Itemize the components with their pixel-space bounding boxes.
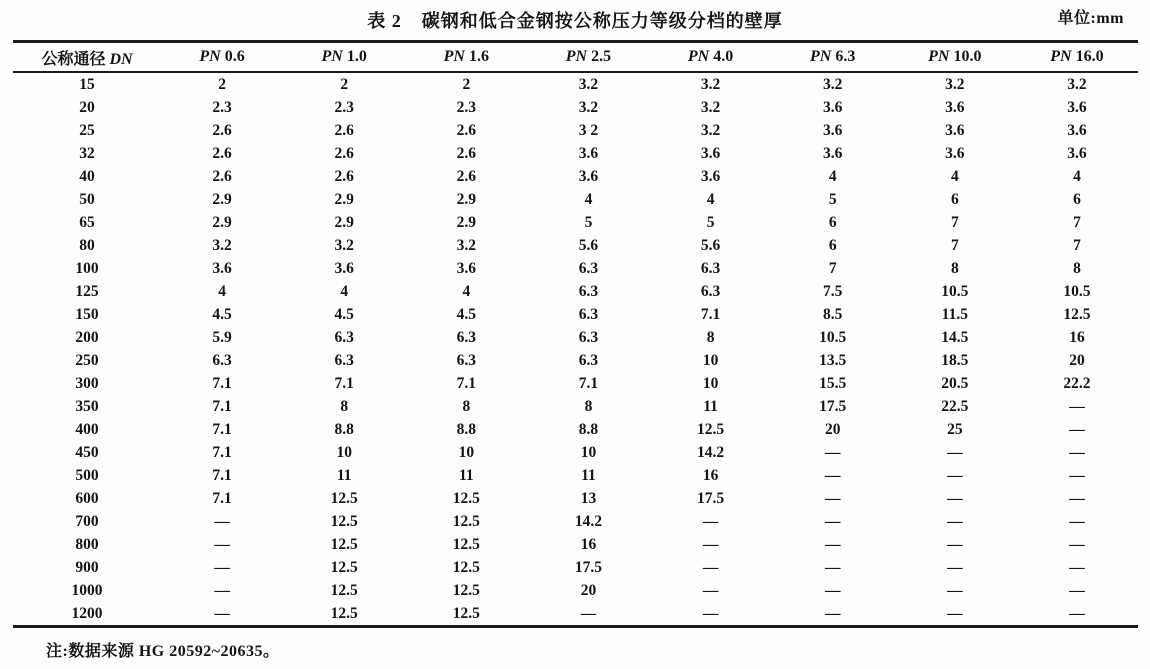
table-cell: 11.5: [941, 305, 968, 323]
dn-cell: 200: [75, 328, 99, 346]
table-cell: —: [702, 581, 719, 599]
table-cell: 3.6: [1067, 98, 1087, 116]
table-cell: 3.2: [212, 236, 232, 254]
table-row: [13, 303, 1138, 326]
table-cell: —: [1016, 602, 1138, 627]
table-cell: 2.9: [212, 213, 232, 231]
table-row: [13, 510, 1138, 533]
table-cell: 2.6: [456, 144, 476, 162]
dn-cell: 1000: [71, 581, 103, 599]
table-cell: 4: [340, 282, 349, 300]
column-header: PN 0.6: [161, 42, 283, 73]
table-cell: 3.2: [700, 98, 721, 116]
table-cell: 16: [702, 466, 719, 484]
table-cell: 2.6: [212, 121, 232, 139]
table-cell: 3.6: [456, 259, 476, 277]
table-cell: 10.5: [1063, 282, 1091, 300]
table-row: [13, 418, 1138, 441]
table-cell: 10: [702, 374, 719, 392]
table-cell: 16: [1069, 328, 1085, 346]
table-cell: 25: [947, 420, 963, 438]
table-row: [13, 579, 1138, 602]
table-row: [13, 234, 1138, 257]
table-cell: —: [702, 535, 719, 553]
table-cell: 2.9: [456, 190, 476, 208]
header-row: [13, 42, 1138, 73]
table-cell: 3.2: [334, 236, 354, 254]
table-cell: 10: [336, 443, 352, 461]
table-cell: 7.1: [212, 489, 232, 507]
table-cell: —: [161, 602, 283, 627]
table-cell: —: [947, 443, 963, 461]
dn-cell: 32: [79, 144, 95, 162]
table-cell: 8: [706, 328, 715, 346]
table-cell: 2.3: [334, 98, 354, 116]
dn-cell: 300: [75, 374, 99, 392]
table-cell: 4: [462, 282, 471, 300]
table-cell: 13.5: [819, 351, 847, 369]
table-cell: 22.5: [941, 397, 969, 415]
table-cell: 12.5: [452, 558, 480, 576]
table-cell: 5.6: [700, 236, 721, 254]
table-cell: 2.6: [212, 167, 232, 185]
table-cell: 12.5: [330, 535, 358, 553]
table-cell: 5: [584, 213, 593, 231]
table-cell: —: [947, 489, 963, 507]
table-cell: 4: [584, 190, 593, 208]
table-cell: 7: [1073, 213, 1081, 231]
table-cell: —: [947, 535, 963, 553]
table-cell: 5.6: [578, 236, 599, 254]
table-cell: 20: [580, 581, 597, 599]
table-cell: 6.3: [700, 259, 721, 277]
table-cell: —: [650, 602, 772, 627]
table-cell: 3.6: [823, 98, 843, 116]
table-cell: 3 2: [578, 121, 599, 139]
table-cell: 3.6: [823, 144, 843, 162]
table-cell: 2.9: [334, 190, 354, 208]
wall-thickness-table: [13, 40, 1138, 628]
dn-cell: 900: [75, 558, 99, 576]
table-cell: 7.1: [212, 466, 232, 484]
table-cell: 12.5: [452, 489, 480, 507]
table-cell: 6.3: [578, 259, 599, 277]
table-cell: —: [1069, 397, 1085, 415]
table-cell: 8: [462, 397, 471, 415]
table-cell: —: [894, 602, 1016, 627]
table-row: [13, 280, 1138, 303]
table-cell: 2.9: [456, 213, 476, 231]
table-cell: 5: [828, 190, 837, 208]
table-cell: —: [824, 512, 841, 530]
table-row: [13, 326, 1138, 349]
table-cell: —: [214, 512, 230, 530]
table-cell: 4: [706, 190, 715, 208]
table-row: [13, 441, 1138, 464]
column-header: PN 1.0: [283, 42, 405, 73]
table-cell: —: [1069, 535, 1085, 553]
table-cell: 2: [340, 75, 349, 93]
table-cell: 3.2: [578, 75, 599, 93]
table-cell: 2.3: [212, 98, 232, 116]
table-cell: 4.5: [212, 305, 232, 323]
table-cell: 8: [584, 397, 593, 415]
table-row: [13, 464, 1138, 487]
table-cell: 2.3: [456, 98, 476, 116]
table-cell: 6.3: [578, 328, 599, 346]
table-cell: 20: [824, 420, 841, 438]
table-cell: 2.6: [456, 167, 476, 185]
table-row: [13, 349, 1138, 372]
table-cell: 3.6: [212, 259, 232, 277]
table-cell: 7.1: [334, 374, 354, 392]
dn-cell: 25: [79, 121, 95, 139]
dn-cell: 150: [75, 305, 99, 323]
table-cell: —: [1069, 512, 1085, 530]
table-cell: 10.5: [941, 282, 969, 300]
table-cell: 7.1: [700, 305, 721, 323]
column-header: PN 1.6: [405, 42, 527, 73]
table-cell: —: [1069, 420, 1085, 438]
table-row: [13, 72, 1138, 96]
dn-cell: 500: [75, 466, 99, 484]
table-cell: 6: [1073, 190, 1081, 208]
table-cell: 8: [1073, 259, 1081, 277]
table-cell: 4: [1073, 167, 1081, 185]
table-cell: 12.5: [452, 512, 480, 530]
dn-cell: 20: [79, 98, 95, 116]
column-header: PN 10.0: [894, 42, 1016, 73]
table-cell: 12.5: [330, 489, 358, 507]
table-cell: 6: [828, 236, 837, 254]
table-cell: 6: [950, 190, 959, 208]
dn-cell: 65: [79, 213, 95, 231]
table-cell: 3.6: [334, 259, 354, 277]
table-cell: 2.6: [334, 121, 354, 139]
table-cell: 6: [828, 213, 837, 231]
table-cell: 12.5: [405, 602, 527, 627]
table-cell: —: [1069, 443, 1085, 461]
table-cell: 7.1: [212, 397, 232, 415]
table-cell: 12.5: [452, 535, 480, 553]
table-cell: 7.1: [212, 374, 232, 392]
column-header: 公称通径 DN: [13, 42, 161, 73]
table-cell: 3.6: [1067, 144, 1087, 162]
table-cell: 11: [336, 466, 352, 484]
table-cell: 12.5: [283, 602, 405, 627]
table-cell: 22.2: [1063, 374, 1091, 392]
table-row: [13, 556, 1138, 579]
table-cell: 12.5: [1063, 305, 1091, 323]
table-cell: 16: [580, 535, 597, 553]
table-cell: 20: [1069, 351, 1085, 369]
table-cell: 17.5: [819, 397, 847, 415]
table-cell: 13: [580, 489, 597, 507]
table-cell: 7.1: [578, 374, 599, 392]
unit-label: 单位:mm: [1057, 10, 1124, 27]
table-row: [13, 142, 1138, 165]
table-cell: 3.2: [700, 121, 721, 139]
table-cell: 3.2: [1067, 75, 1087, 93]
dn-cell: 700: [75, 512, 99, 530]
table-cell: 2.6: [456, 121, 476, 139]
table-row: [13, 188, 1138, 211]
table-cell: 8.5: [823, 305, 843, 323]
table-title-text: 碳钢和低合金钢按公称压力等级分档的壁厚: [421, 11, 783, 31]
table-cell: 6.3: [212, 351, 232, 369]
table-cell: 3.6: [578, 167, 599, 185]
table-cell: —: [947, 512, 963, 530]
dn-cell: 40: [79, 167, 95, 185]
dn-cell: 400: [75, 420, 99, 438]
table-cell: 10: [580, 443, 597, 461]
table-row: [13, 96, 1138, 119]
table-cell: 17.5: [574, 558, 602, 576]
table-cell: —: [947, 558, 963, 576]
table-cell: 11: [458, 466, 474, 484]
table-cell: 2.6: [334, 144, 354, 162]
table-cell: —: [772, 602, 894, 627]
table-cell: 5: [706, 213, 715, 231]
table-cell: 6.3: [578, 282, 599, 300]
dn-cell: 50: [79, 190, 95, 208]
table-cell: 4: [828, 167, 837, 185]
dn-cell: 350: [75, 397, 99, 415]
table-cell: 8: [340, 397, 349, 415]
table-cell: 3.2: [578, 98, 599, 116]
table-cell: 6.3: [700, 282, 721, 300]
table-cell: 14.5: [941, 328, 969, 346]
table-cell: 20.5: [941, 374, 969, 392]
table-cell: —: [824, 466, 841, 484]
table-cell: —: [214, 581, 230, 599]
table-cell: 11: [581, 466, 596, 484]
table-cell: 10.5: [819, 328, 847, 346]
table-cell: 3.6: [945, 121, 965, 139]
table-cell: 15.5: [819, 374, 847, 392]
table-cell: 10: [702, 351, 719, 369]
dn-cell: 250: [75, 351, 99, 369]
table-cell: 3.6: [1067, 121, 1087, 139]
table-cell: —: [702, 512, 719, 530]
table-row: [13, 165, 1138, 188]
table-cell: 12.5: [330, 581, 358, 599]
table-cell: 7.1: [212, 443, 232, 461]
table-cell: —: [947, 581, 963, 599]
table-cell: 4: [950, 167, 959, 185]
table-row: [13, 602, 1138, 627]
table-cell: 2.9: [212, 190, 232, 208]
table-cell: 6.3: [456, 351, 476, 369]
table-cell: 7.5: [823, 282, 843, 300]
table-cell: 2.9: [334, 213, 354, 231]
table-cell: 3.6: [945, 98, 965, 116]
table-cell: 7: [950, 213, 959, 231]
table-cell: —: [824, 581, 841, 599]
column-header: PN 2.5: [527, 42, 649, 73]
table-cell: 14.2: [574, 512, 602, 530]
table-cell: 17.5: [697, 489, 725, 507]
column-header: PN 6.3: [772, 42, 894, 73]
dn-cell: 600: [75, 489, 99, 507]
table-cell: —: [824, 443, 841, 461]
table-row: [13, 487, 1138, 510]
table-cell: 2.6: [212, 144, 232, 162]
table-cell: 7.1: [456, 374, 476, 392]
table-cell: —: [1069, 558, 1085, 576]
dn-cell: 15: [79, 75, 95, 93]
table-cell: —: [824, 558, 841, 576]
table-cell: 6.3: [334, 328, 354, 346]
column-header: PN 4.0: [650, 42, 772, 73]
table-cell: 18.5: [941, 351, 969, 369]
table-cell: 8.8: [456, 420, 476, 438]
table-row: [13, 211, 1138, 234]
table-cell: —: [824, 535, 841, 553]
table-row: [13, 119, 1138, 142]
table-cell: 3.6: [700, 144, 721, 162]
table-cell: —: [1069, 466, 1085, 484]
table-cell: —: [1069, 489, 1085, 507]
table-cell: 3.2: [456, 236, 476, 254]
table-cell: 12.5: [330, 512, 358, 530]
table-cell: —: [1069, 581, 1085, 599]
table-cell: 10: [458, 443, 475, 461]
table-cell: 3.6: [945, 144, 965, 162]
table-cell: 7: [1073, 236, 1081, 254]
table-cell: 7: [950, 236, 959, 254]
dn-cell: 80: [79, 236, 95, 254]
table-cell: 2: [218, 75, 226, 93]
table-cell: —: [214, 558, 230, 576]
table-cell: 6.3: [578, 351, 599, 369]
table-cell: 4: [218, 282, 226, 300]
table-cell: 4.5: [456, 305, 476, 323]
dn-cell: 125: [75, 282, 99, 300]
table-cell: 7.1: [212, 420, 232, 438]
table-cell: 12.5: [697, 420, 725, 438]
table-cell: 3.6: [700, 167, 721, 185]
table-cell: 3.6: [578, 144, 599, 162]
table-cell: 6.3: [334, 351, 354, 369]
table-cell: 6.3: [456, 328, 476, 346]
table-cell: 8.8: [334, 420, 354, 438]
table-cell: 3.6: [823, 121, 843, 139]
table-cell: —: [824, 489, 841, 507]
table-cell: —: [527, 602, 649, 627]
table-number-label: 表 2: [367, 11, 402, 31]
table-row: [13, 372, 1138, 395]
table-cell: 3.2: [823, 75, 843, 93]
table-cell: 8: [950, 259, 959, 277]
footnote: 注:数据来源 HG 20592~20635。: [46, 643, 280, 660]
table-cell: —: [702, 558, 719, 576]
table-row: [13, 257, 1138, 280]
table-title: [0, 7, 1150, 33]
table-cell: 8.8: [578, 420, 599, 438]
table-cell: 14.2: [697, 443, 725, 461]
table-cell: 6.3: [578, 305, 599, 323]
table-cell: 3.2: [945, 75, 965, 93]
table-row: [13, 395, 1138, 418]
table-cell: —: [214, 535, 230, 553]
table-cell: 7: [828, 259, 837, 277]
dn-cell: 450: [75, 443, 99, 461]
table-cell: 12.5: [452, 581, 480, 599]
table-cell: 11: [703, 397, 718, 415]
table-row: [13, 533, 1138, 556]
table-cell: 2: [462, 75, 471, 93]
table-cell: 5.9: [212, 328, 232, 346]
table-cell: —: [947, 466, 963, 484]
dn-cell: 1200: [13, 602, 161, 627]
dn-cell: 100: [75, 259, 99, 277]
table-cell: 3.2: [700, 75, 721, 93]
table-cell: 4.5: [334, 305, 354, 323]
table-cell: 2.6: [334, 167, 354, 185]
column-header: PN 16.0: [1016, 42, 1138, 73]
dn-cell: 800: [75, 535, 99, 553]
table-cell: 12.5: [330, 558, 358, 576]
